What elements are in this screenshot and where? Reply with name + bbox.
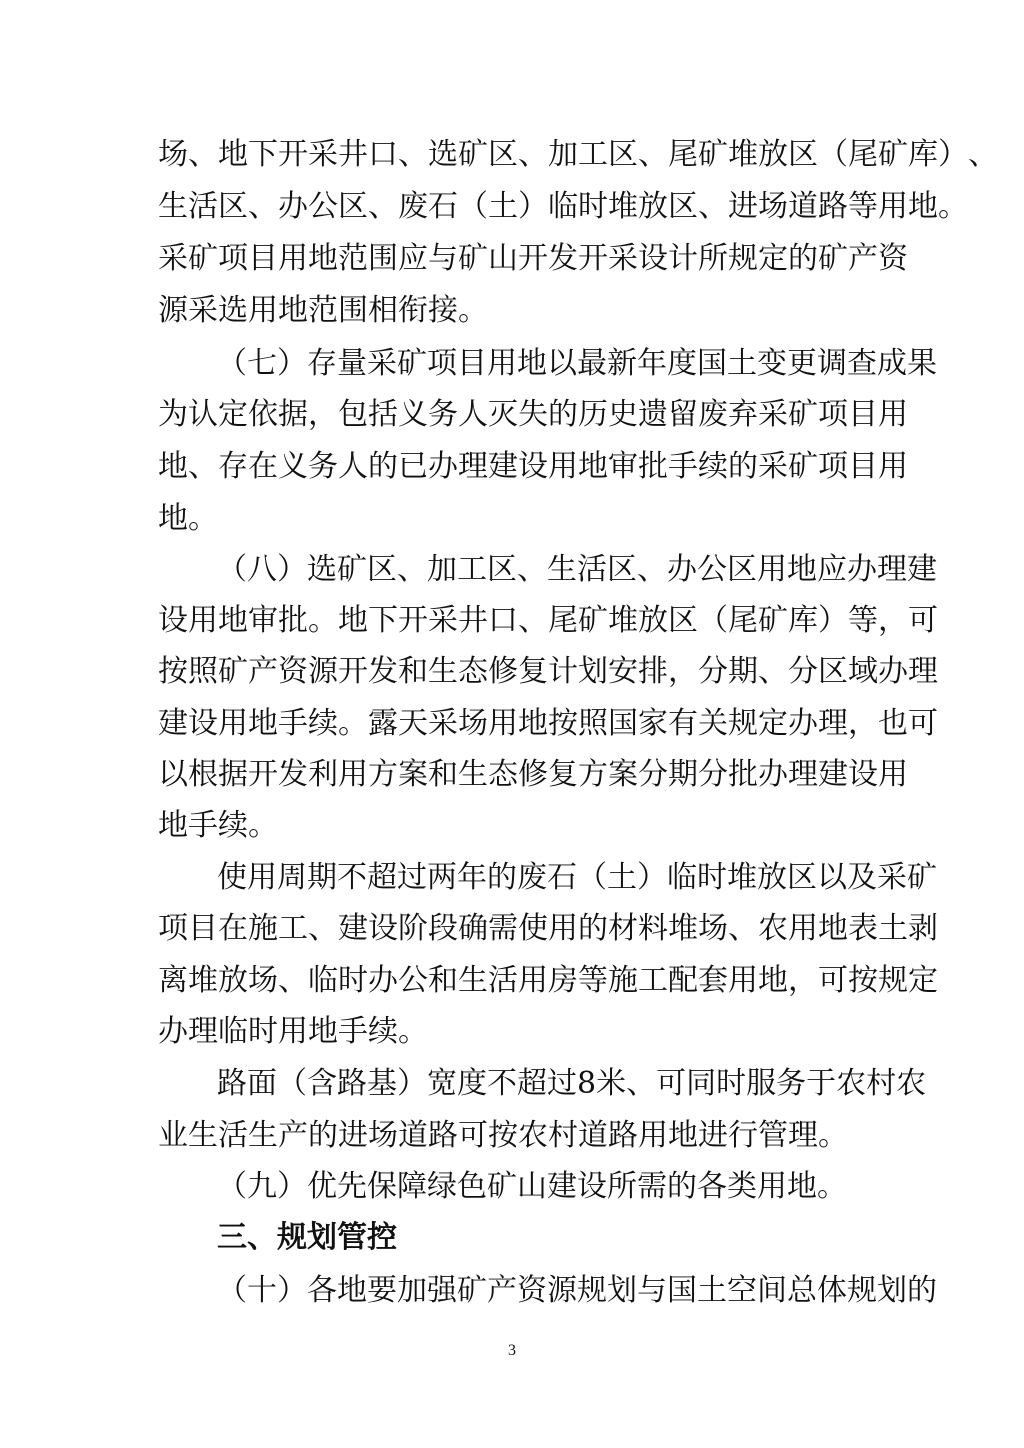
paragraph-first-line: 路 面 （ 含 路 基 ） 宽 度 不 超 过 8 米 、 可 同 时 服 务 于 农 村 农	[217, 1066, 927, 1101]
paragraph-first-line: （九）优先保障绿色矿山建设所需的各类用地。	[217, 1169, 847, 1204]
text-line: 建 设 用 地 手 续 。 露 天 采 场 用 地 按 照 国 家 有 关 规 定 办 理 ， 也 可	[158, 706, 938, 741]
paragraph-first-line: （ 八 ） 选 矿 区 、 加 工 区 、 生 活 区 、 办 公 区 用 地 应 办 理 建	[217, 552, 937, 587]
text-line: 场 、 地 下 开 采 井 口 、 选 矿 区 、 加 工 区 、 尾 矿 堆 放 区 （ 尾 矿 库 ） 、	[158, 137, 998, 172]
text-line: 地手续。	[158, 808, 278, 843]
text-line: 源采选用地范围相衔接。	[158, 293, 488, 328]
text-line: 地。	[158, 501, 218, 536]
text-line: 按 照 矿 产 资 源 开 发 和 生 态 修 复 计 划 安 排 ， 分 期 、 分 区 域 办 理	[158, 654, 938, 689]
paragraph-first-line: 使 用 周 期 不 超 过 两 年 的 废 石 （ 土 ） 临 时 堆 放 区 以 及 采 矿	[217, 860, 937, 895]
paragraph-first-line: （ 七 ） 存 量 采 矿 项 目 用 地 以 最 新 年 度 国 土 变 更 调 查 成 果	[217, 346, 937, 381]
text-line: 离 堆 放 场 、 临 时 办 公 和 生 活 用 房 等 施 工 配 套 用 地 ， 可 按 规 定	[158, 963, 938, 998]
page-number: 3	[508, 1342, 516, 1359]
text-line: 以 根 据 开 发 利 用 方 案 和 生 态 修 复 方 案 分 期 分 批 办 理 建 设 用	[158, 757, 908, 792]
text-line: 办理临时用地手续。	[158, 1014, 428, 1049]
text-line: 生 活 区 、 办 公 区 、 废 石 （ 土 ） 临 时 堆 放 区 、 进 场 道 路 等 用 地 。	[158, 189, 968, 224]
section-heading: 三、规划管控	[217, 1220, 397, 1255]
text-line: 设 用 地 审 批 。 地 下 开 采 井 口 、 尾 矿 堆 放 区 （ 尾 矿 库 ） 等 ， 可	[158, 603, 938, 638]
paragraph-first-line: （ 十 ） 各 地 要 加 强 矿 产 资 源 规 划 与 国 土 空 间 总 体 规 划 的	[217, 1273, 937, 1308]
text-line: 地 、 存 在 义 务 人 的 已 办 理 建 设 用 地 审 批 手 续 的 采 矿 项 目 用	[158, 449, 908, 484]
text-line: 项 目 在 施 工 、 建 设 阶 段 确 需 使 用 的 材 料 堆 场 、 农 用 地 表 土 剥	[158, 911, 938, 946]
text-line: 采 矿 项 目 用 地 范 围 应 与 矿 山 开 发 开 采 设 计 所 规 定 的 矿 产 资	[158, 241, 908, 276]
text-line: 业生活生产的进场道路可按农村道路用地进行管理。	[158, 1118, 848, 1153]
text-line: 为 认 定 依 据 ， 包 括 义 务 人 灭 失 的 历 史 遗 留 废 弃 采 矿 项 目 用	[158, 397, 908, 432]
